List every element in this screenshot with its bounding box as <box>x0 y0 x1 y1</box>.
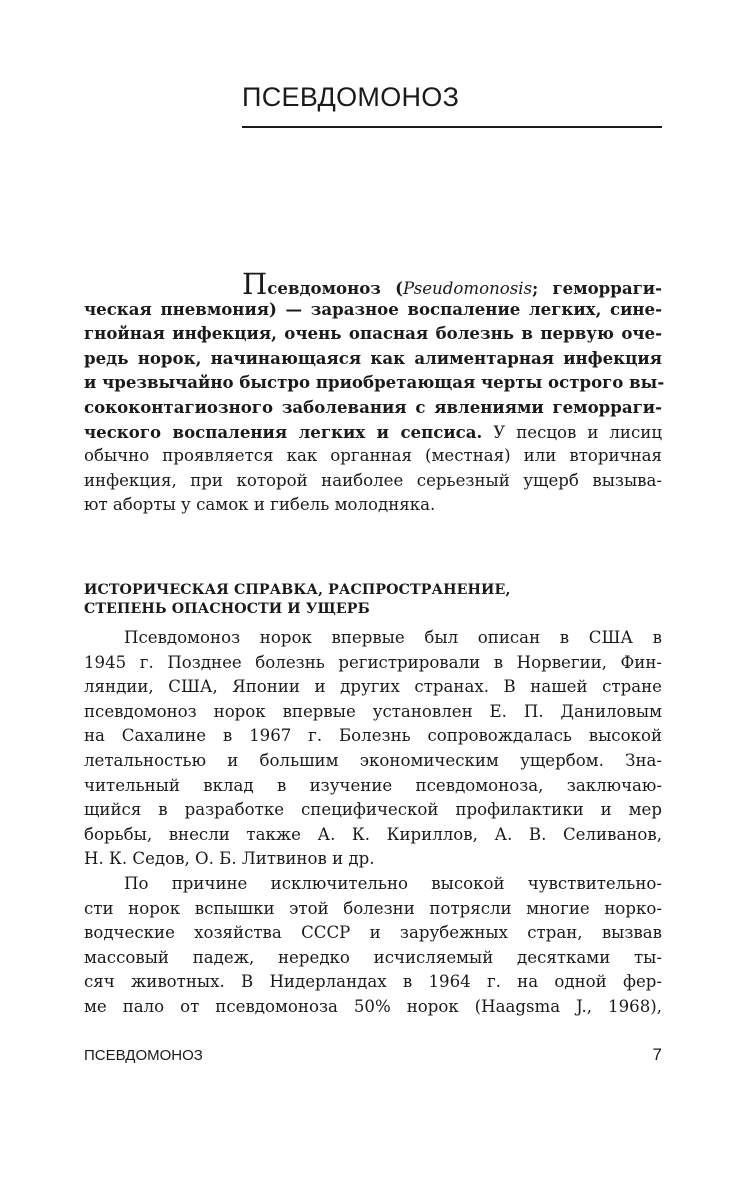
section-heading: ИСТОРИЧЕСКАЯ СПРАВКА, РАСПРОСТРАНЕНИЕ, СТЕПЕНЬ ОПАСНОСТИ И УЩЕРБ <box>84 582 511 617</box>
intro-line: инфекция, при которой наиболее серьезный ущерб вызыва- <box>84 470 662 490</box>
intro-line: сококонтагиозного заболевания с явлениями геморраги- <box>84 396 662 417</box>
body-line: Псевдомоноз норок впервые был описан в США в <box>124 628 662 647</box>
intro-line: редь норок, начинающаяся как алиментарная инфекция <box>84 347 662 368</box>
body-line: сяч животных. В Нидерландах в 1964 г. на одной фер- <box>84 972 662 992</box>
latin-term: Pseudomonosis <box>403 279 533 298</box>
body-line: щийся в разработке специфической профилактики и мер <box>84 800 662 820</box>
drop-cap: П <box>242 267 268 301</box>
body-line: летальностью и большим экономическим ущербом. Зна- <box>84 750 662 770</box>
intro-line: и чрезвычайно быстро приобретающая черты острого вы- <box>84 372 665 393</box>
body-line: ляндии, США, Японии и других странах. В нашей стране <box>84 677 662 697</box>
title-rule <box>242 126 662 128</box>
body-line: на Сахалине в 1967 г. Болезнь сопровождалась высокой <box>84 726 662 746</box>
body-line: массовый падеж, нередко исчисляемый десятками ты- <box>84 947 662 967</box>
intro-line: обычно проявляется как органная (местная) или вторичная <box>84 446 662 466</box>
body-line: Н. К. Седов, О. Б. Литвинов и др. <box>84 849 375 869</box>
intro-line: гнойная инфекция, очень опасная болезнь в первую оче- <box>84 323 662 344</box>
body-line: борьбы, внесли также А. К. Кириллов, А. В. Селиванов, <box>84 824 662 844</box>
running-footer-title: ПСЕВДОМОНОЗ <box>84 1047 203 1064</box>
intro-paragraph <box>84 267 665 518</box>
section-body <box>84 626 662 1020</box>
intro-line: Псевдомоноз (Pseudomonosis; геморраги- <box>242 267 663 301</box>
body-line: По причине исключительно высокой чувствительно- <box>124 873 662 893</box>
body-line: ме пало от псевдомоноза 50% норок (Haagsma J., 1968), <box>84 996 662 1016</box>
body-line: чительный вклад в изучение псевдомоноза, заключаю- <box>84 775 662 795</box>
intro-line: ют аборты у самок и гибель молодняка. <box>84 495 436 515</box>
chapter-title: ПСЕВДОМОНОЗ <box>242 82 460 112</box>
body-line: 1945 г. Позднее болезнь регистрировали в Норвегии, Фин- <box>84 652 662 672</box>
page-number: 7 <box>652 1045 662 1064</box>
intro-line: ческого воспаления легких и сепсиса. У песцов и лисиц <box>84 421 662 442</box>
intro-line: ческая пневмония) — заразное воспаление легких, сине- <box>84 298 662 319</box>
body-line: водческие хозяйства СССР и зарубежных стран, вызвав <box>84 923 662 943</box>
body-line: псевдомоноз норок впервые установлен Е. П. Даниловым <box>84 701 662 721</box>
body-line: сти норок вспышки этой болезни потрясли многие норко- <box>84 898 662 918</box>
